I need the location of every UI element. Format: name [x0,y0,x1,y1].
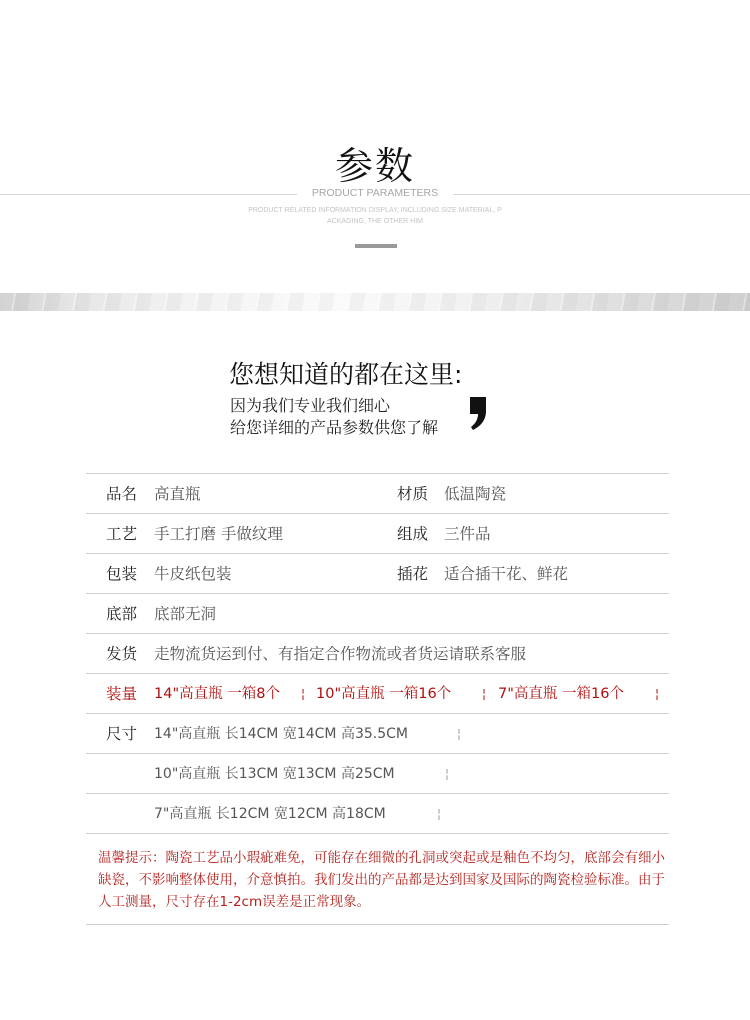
param-value-bottom: 底部无洞 [154,605,217,623]
intro-heading: 您想知道的都在这里: [229,360,463,389]
param-row-ship [86,633,669,674]
param-row-pack-flower [86,553,669,594]
param-row-craft-compose [86,513,669,554]
param-label-flower: 插花 [397,565,429,583]
param-label-craft: 工艺 [106,525,138,543]
param-value-flower: 适合插干花、鲜花 [444,565,569,583]
param-row-quantity [86,673,669,714]
intro-line-1: 因为我们专业我们细心 [230,396,391,415]
intro-line-2: 给您详细的产品参数供您了解 [230,418,439,437]
size-separator: ¦ [445,767,450,781]
param-row-size-7 [86,793,669,834]
param-row-size-10 [86,753,669,794]
quantity-separator: ¦ [301,687,306,701]
size-separator: ¦ [437,807,442,821]
param-value-quantity-10: 10"高直瓶 一箱16个 [316,686,452,702]
param-value-quantity-7: 7"高直瓶 一箱16个 [498,686,624,702]
param-value-size-7: 7"高直瓶 长12CM 宽12CM 高18CM [154,806,386,822]
decorative-banner [0,293,750,311]
quantity-separator: ¦ [655,687,660,701]
param-label-quantity: 装量 [106,685,138,703]
param-value-ship: 走物流货运到付、有指定合作物流或者货运请联系客服 [154,645,527,663]
page-title: 参数 [334,144,415,188]
param-value-size-14: 14"高直瓶 长14CM 宽14CM 高35.5CM [154,726,408,742]
param-row-name-material [86,473,669,514]
header-description-line-1: PRODUCT RELATED INFORMATION DISPLAY, INCLUDING SIZE MATERIAL, P [248,207,502,214]
param-value-pack: 牛皮纸包装 [154,565,232,583]
param-row-bottom [86,593,669,634]
header-description-line-2: ACKAGING, THE OTHER HIM [327,218,423,225]
size-separator: ¦ [457,727,462,741]
param-value-size-10: 10"高直瓶 长13CM 宽13CM 高25CM [154,766,395,782]
param-row-size-14 [86,713,669,754]
comma-mark-icon [466,395,488,431]
param-value-material: 低温陶瓷 [444,485,507,503]
quantity-separator: ¦ [482,687,487,701]
warm-tip-note: 温馨提示：陶瓷工艺品小瑕疵难免，可能存在细微的孔洞或突起或是釉色不均匀，底部会有细小缺瓷，不影响整体使用，介意慎拍。我们发出的产品都是达到国家及国际的陶瓷检验标准。由于人工测量，尺寸存在1-2cm误差是正常现象。 [98,850,665,910]
param-value-name: 高直瓶 [154,485,201,503]
param-value-quantity-14: 14"高直瓶 一箱8个 [154,686,280,702]
title-underline [355,244,397,248]
param-label-size: 尺寸 [106,725,138,743]
param-value-craft: 手工打磨 手做纹理 [154,525,283,543]
param-label-pack: 包装 [106,565,138,583]
page-subtitle: PRODUCT PARAMETERS [311,187,439,199]
header-description [222,205,528,227]
bottom-divider [86,924,669,925]
param-label-bottom: 底部 [106,605,138,623]
param-value-compose: 三件品 [444,525,491,543]
param-label-ship: 发货 [106,645,138,663]
table-divider [86,833,669,834]
param-label-name: 品名 [106,485,138,503]
param-label-compose: 组成 [397,525,429,543]
param-label-material: 材质 [397,485,429,503]
